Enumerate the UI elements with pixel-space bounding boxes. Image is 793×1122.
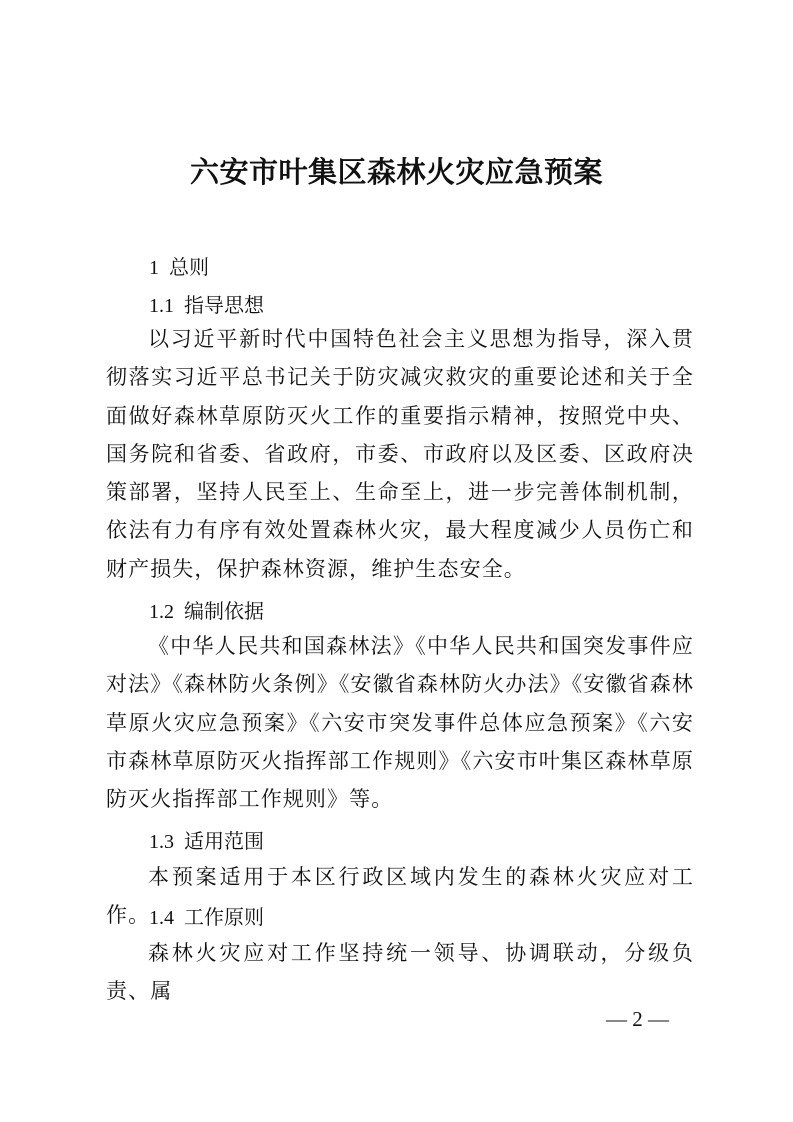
- section-title: 工作原则: [184, 905, 264, 929]
- section-heading-1-4: [149, 903, 264, 932]
- paragraph-scope: 本预案适用于本区行政区域内发生的森林火灾应对工作。: [106, 865, 694, 928]
- section-number: 1.2: [149, 601, 174, 623]
- section-number: 1.3: [149, 831, 174, 853]
- page-number: — 2 —: [606, 1007, 669, 1031]
- section-heading-1-3: [149, 827, 264, 856]
- section-title: 总则: [169, 255, 209, 279]
- section-heading-1-1: [149, 291, 264, 320]
- document-title: 六安市叶集区森林火灾应急预案: [189, 155, 603, 189]
- section-number: 1.1: [149, 295, 174, 317]
- section-title: 适用范围: [184, 829, 264, 853]
- section-number: 1: [149, 257, 159, 279]
- section-title: 编制依据: [184, 599, 264, 623]
- section-title: 指导思想: [184, 293, 264, 317]
- section-heading-1: [149, 253, 209, 282]
- paragraph-principles: 森林火灾应对工作坚持统一领导、协调联动，分级负责、属: [106, 941, 694, 1004]
- paragraph-compilation-basis: 《中华人民共和国森林法》《中华人民共和国突发事件应对法》《森林防火条例》《安徽省森林防火办法》《安徽省森林草原火灾应急预案》《六安市突发事件总体应急预案》《六安市森林草原防灭火指挥部工作规则》《六安市叶集区森林草原防灭火指挥部工作规则》等。: [106, 634, 694, 812]
- section-heading-1-2: [149, 597, 264, 626]
- paragraph-guiding-ideology: 以习近平新时代中国特色社会主义思想为指导，深入贯彻落实习近平总书记关于防灾减灾救灾的重要论述和关于全面做好森林草原防灭火工作的重要指示精神，按照党中央、国务院和省委、省政府，市委、市政府以及区委、区政府决策部署，坚持人民至上、生命至上，进一步完善体制机制，依法有力有序有效处置森林火灾，最大程度减少人员伤亡和财产损失，保护森林资源，维护生态安全。: [106, 327, 694, 581]
- section-number: 1.4: [149, 907, 174, 929]
